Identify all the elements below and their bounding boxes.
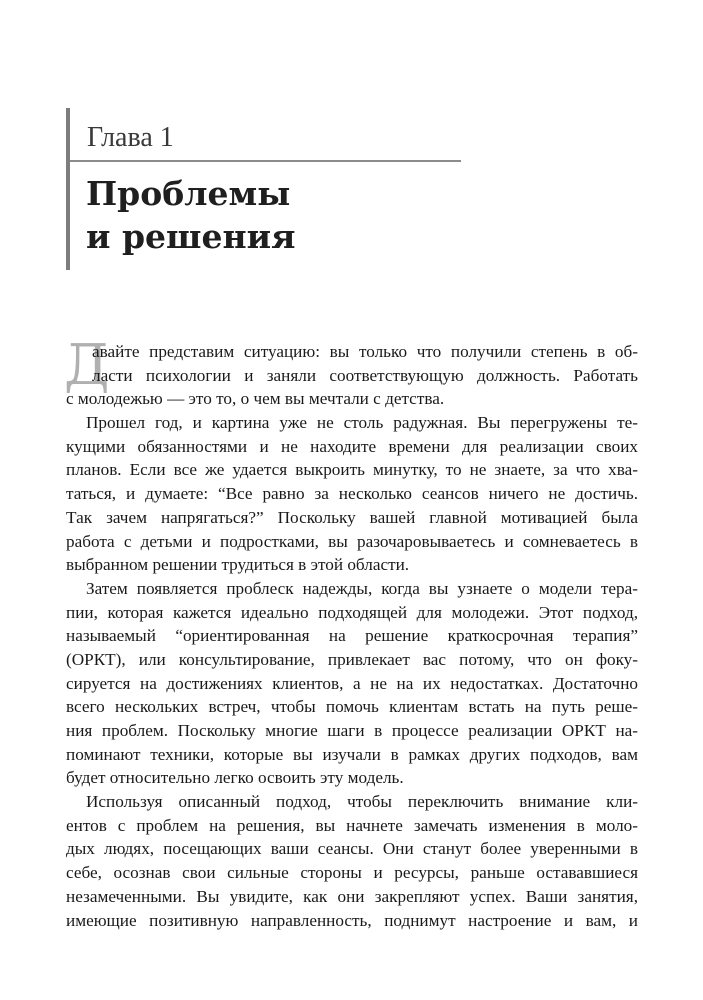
- text-line: незамеченными. Вы увидите, как они закрепляют успех. Ваши занятия,: [66, 886, 638, 906]
- chapter-title-line-2: и решения: [86, 217, 296, 256]
- text-line: кущими обязанностями и не находите времени для реализации своих: [66, 436, 638, 456]
- text-line: планов. Если все же удается выкроить минутку, то не знаете, за что хва-: [66, 460, 638, 480]
- chapter-title-line-1: Проблемы: [86, 174, 291, 213]
- text-line: всего нескольких встреч, чтобы помочь клиентам встать на путь реше-: [66, 697, 638, 717]
- text-line: выбранном решении трудиться в этой области.: [66, 555, 410, 575]
- drop-cap: Д: [64, 333, 110, 398]
- chapter-divider: [70, 160, 461, 162]
- chapter-title: [86, 172, 296, 258]
- text-line: пии, которая кажется идеально подходящей для молодежи. Этот подход,: [66, 602, 638, 622]
- text-line: Используя описанный подход, чтобы переключить внимание кли-: [86, 792, 638, 812]
- chapter-label: Глава 1: [87, 122, 174, 153]
- chapter-side-bar: [66, 108, 70, 270]
- text-line: с молодежью — это то, о чем вы мечтали с детства.: [66, 389, 445, 409]
- text-line: будет относительно легко освоить эту модель.: [66, 768, 404, 788]
- text-line: таться, и думаете: “Все равно за несколько сеансов ничего не достичь.: [66, 484, 638, 504]
- text-line: называемый “ориентированная на решение краткосрочная терапия”: [66, 626, 638, 646]
- body-text: [64, 333, 638, 932]
- text-line: ентов с проблем на решения, вы начнете замечать изменения в моло-: [66, 815, 638, 835]
- text-line: сируется на достижениях клиентов, а не на их недостатках. Достаточно: [66, 673, 638, 693]
- text-line: ния проблем. Поскольку многие шаги в процессе реализации ОРКТ на-: [66, 721, 638, 740]
- text-line: себе, осознав свои сильные стороны и ресурсы, раньше остававшиеся: [66, 863, 638, 883]
- text-line: работа с детьми и подростками, вы разочаровываетесь и сомневаетесь в: [66, 531, 638, 551]
- text-line: Затем появляется проблеск надежды, когда вы узнаете о модели тера-: [86, 578, 638, 598]
- text-line: авайте представим ситуацию: вы только что получили степень в об-: [92, 342, 638, 361]
- text-line: дых людях, посещающих ваши сеансы. Они станут более уверенными в: [66, 839, 638, 859]
- text-line: имеющие позитивную направленность, поднимут настроение и вам, и: [66, 910, 638, 930]
- text-line: Прошел год, и картина уже не столь радужная. Вы перегружены те-: [86, 413, 638, 433]
- text-line: Так зачем напрягаться?” Поскольку вашей главной мотивацией была: [66, 507, 638, 527]
- text-line: поминают техники, которые вы изучали в рамках других подходов, вам: [66, 744, 638, 764]
- text-line: (ОРКТ), или консультирование, привлекает вас потому, что он фоку-: [66, 649, 638, 669]
- text-line: ласти психологии и заняли соответствующую должность. Работать: [92, 365, 638, 385]
